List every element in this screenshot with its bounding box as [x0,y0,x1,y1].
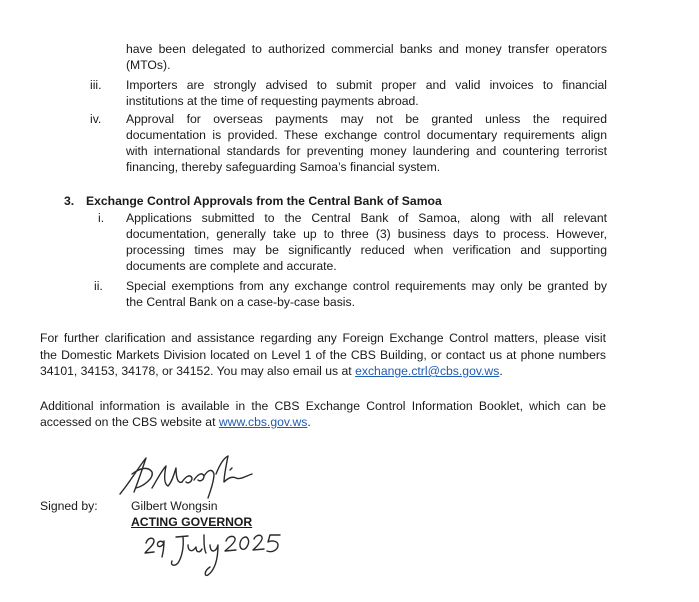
contact-text: . [499,364,503,378]
signatory-name: Gilbert Wongsin [131,499,218,513]
list-marker: ii. [94,279,103,293]
list-item-line: Special exemptions from any exchange control requirements may only be granted by [126,279,607,293]
additional-paragraph-line: Additional information is available in the CBS Exchange Control Information Booklet, which can be [40,399,606,413]
list-continuation-line: (MTOs). [126,58,171,72]
list-item-line: with international standards for preventing money laundering and countering terrorist [126,144,607,158]
contact-text: 34101, 34153, 34178, or 34152. You may also email us at [40,364,356,378]
list-item-line: Approval for overseas payments may not be granted unless the required [126,112,607,126]
list-item-line: institutions at the time of requesting payments abroad. [126,94,419,108]
list-item-line: documentation, generally take up to three (3) business days to process. However, [126,227,607,241]
contact-paragraph-line: the Domestic Markets Division located on Level 1 of the CBS Building, or contact us at phone numbers [40,348,606,362]
list-item-line: Importers are strongly advised to submit proper and valid invoices to financial [126,78,607,92]
additional-text: accessed on the CBS website at [40,415,219,429]
list-item-line: the Central Bank on a case-by-case basis. [126,295,355,309]
contact-paragraph-line: For further clarification and assistance regarding any Foreign Exchange Control matters, please visit [40,331,606,345]
contact-paragraph-line [40,364,503,380]
additional-paragraph-line [40,415,311,431]
list-item-line: documentation is provided. These exchange control documentary requirements align [126,128,607,142]
website-link[interactable]: www.cbs.gov.ws [218,415,308,429]
list-item-line: Applications submitted to the Central Bank of Samoa, along with all relevant [126,211,607,225]
list-marker: iv. [90,112,102,126]
list-continuation-line: have been delegated to authorized commercial banks and money transfer operators [126,42,607,56]
email-link[interactable]: exchange.ctrl@cbs.gov.ws [355,364,500,378]
list-marker: i. [98,211,105,225]
list-item-line: processing times may be significantly reduced when verification and supporting [126,243,607,257]
signed-by-label: Signed by: [40,499,98,513]
handwritten-signature [112,452,262,502]
handwritten-date [142,531,292,579]
signatory-title: ACTING GOVERNOR [131,515,253,529]
section-heading: Exchange Control Approvals from the Central Bank of Samoa [86,194,442,208]
list-item-line: financing, thereby safeguarding Samoa’s financial system. [126,160,441,174]
additional-text: . [307,415,311,429]
list-marker: iii. [90,78,102,92]
list-item-line: documents are complete and accurate. [126,259,337,273]
section-number: 3. [64,194,75,208]
